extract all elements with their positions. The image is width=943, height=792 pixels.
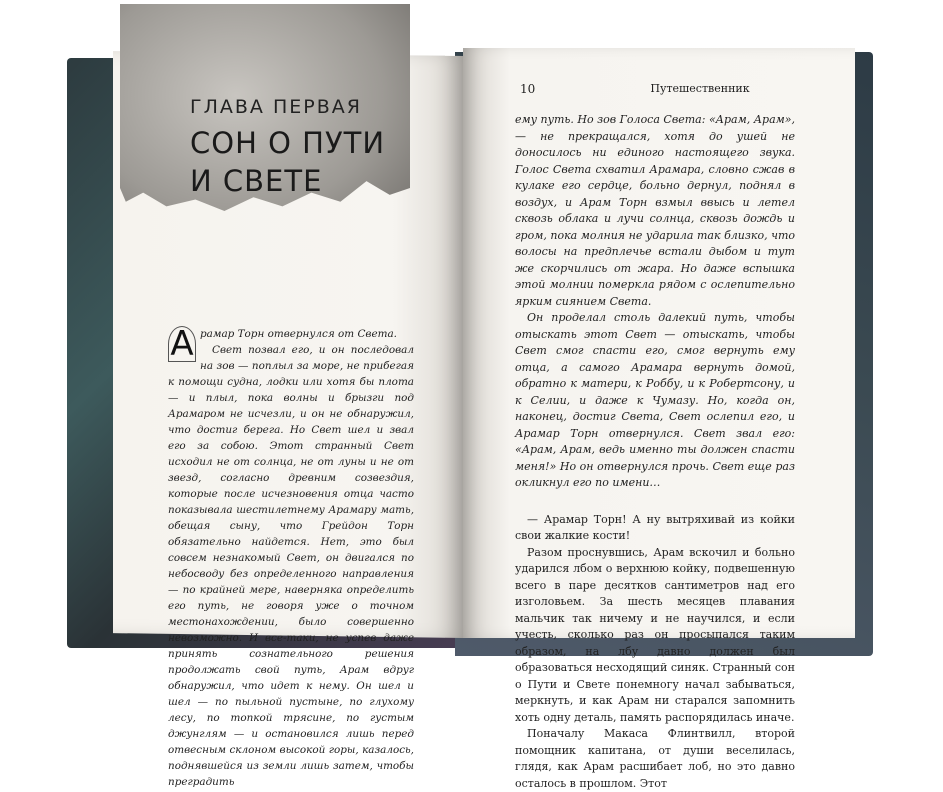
left-page-text: [168, 326, 414, 790]
right-paragraph: — Арамар Торн! А ну вытряхивай из койки свои жалкие кости!: [515, 512, 795, 542]
right-paragraph: Разом проснувшись, Арам вскочил и больно ударился лбом о верхнюю койку, подвешенную всего в паре десятков сантиметров над его изголовьем. За шесть месяцев плавания мальчик так ничему и не научился, и если учесть, сколько раз он просыпался таким образом, на лбу давно должен был образоваться несходящий синяк. Странный сон о Пути и Свете понемногу начал забываться, меркнуть, и как Арам ни старался запомнить хоть одну деталь, память распорядилась иначе.: [515, 545, 795, 724]
right-italic-paragraph: Он проделал столь далекий путь, чтобы отыскать этот Свет — отыскать, чтобы Свет смог спасти его, смог вернуть ему отца, а самого Арамара вернуть домой, обратно к матери, к Роббу, и к Робертсону, и к Селии, и даже к Чумазу. Но, когда он, наконец, достиг Света, Свет ослепил его, и Арамар Торн отвернулся. Свет звал его: «Арам, Арам, ведь именно ты должен спасти меня!» Но он отвернулся прочь. Свет еще раз окликнул его по имени…: [515, 311, 795, 489]
right-italic-paragraph: ему путь. Но зов Голоса Света: «Арам, Арам», — не прекращался, хотя до ушей не доносилось ни единого настоящего звука. Голос Света схватил Арамара, словно сжав в кулаке его сердце, больно дернул, поднял в воздух, и Арам Торн взмыл ввысь и летел сквозь облака и лучи солнца, сквозь дождь и гром, пока молния не ударила так близко, что волосы на предплечье встали дыбом и тут же скорчились от жара. Но даже вспышка этой молнии померкла рядом с ослепительно ярким сиянием Света.: [515, 113, 795, 308]
drop-cap: А: [168, 326, 196, 362]
left-paragraph: Свет позвал его, и он последовал на зов — поплыл за море, не прибегая к помощи судна, лодки или хотя бы плота — и плыл, пока волны и брызги под Арамаром не исчезли, и он не обнаружил, что достиг берега. Но Свет шел и звал его за собою. Этот странный Свет исходил не от солнца, не от луны и не от звезд, согласно древним созвездия, которые после исчезновения отца часто показывала шестилетнему Арамару мать, обещая сыну, что Грейдон Торн обязательно найдется. Нет, это был совсем незнакомый Свет, он двигался по небосводу без определенного направления — по крайней мере, наверняка определить его путь, не говоря уже о точном местонахождении, было совершенно невозможно. И все-таки, не успев даже принять сознательного решения продолжать свой путь, Арам вдруг обнаружил, что идет к нему. Он шел и шел — по пыльной пустыне, по глухому лесу, по топкой трясине, по густым джунглям — и остановился лишь перед отвесным склоном высокой горы, казалось, поднявшейся из земли лишь затем, чтобы преградить: [168, 344, 414, 788]
running-head: Путешественник: [650, 82, 750, 95]
chapter-title: СОН О ПУТИ И СВЕТЕ: [190, 126, 386, 198]
section-break: [515, 492, 795, 512]
right-paragraph: Поначалу Макаса Флинтвилл, второй помощник капитана, от души веселилась, глядя, как Арам расшибает лоб, но это давно осталось в прошлом. Этот: [515, 727, 795, 790]
page-number: 10: [520, 82, 536, 96]
right-page-text: [515, 112, 795, 792]
opening-line: рамар Торн отвернулся от Света.: [200, 328, 397, 340]
chapter-label: ГЛАВА ПЕРВАЯ: [190, 96, 362, 118]
